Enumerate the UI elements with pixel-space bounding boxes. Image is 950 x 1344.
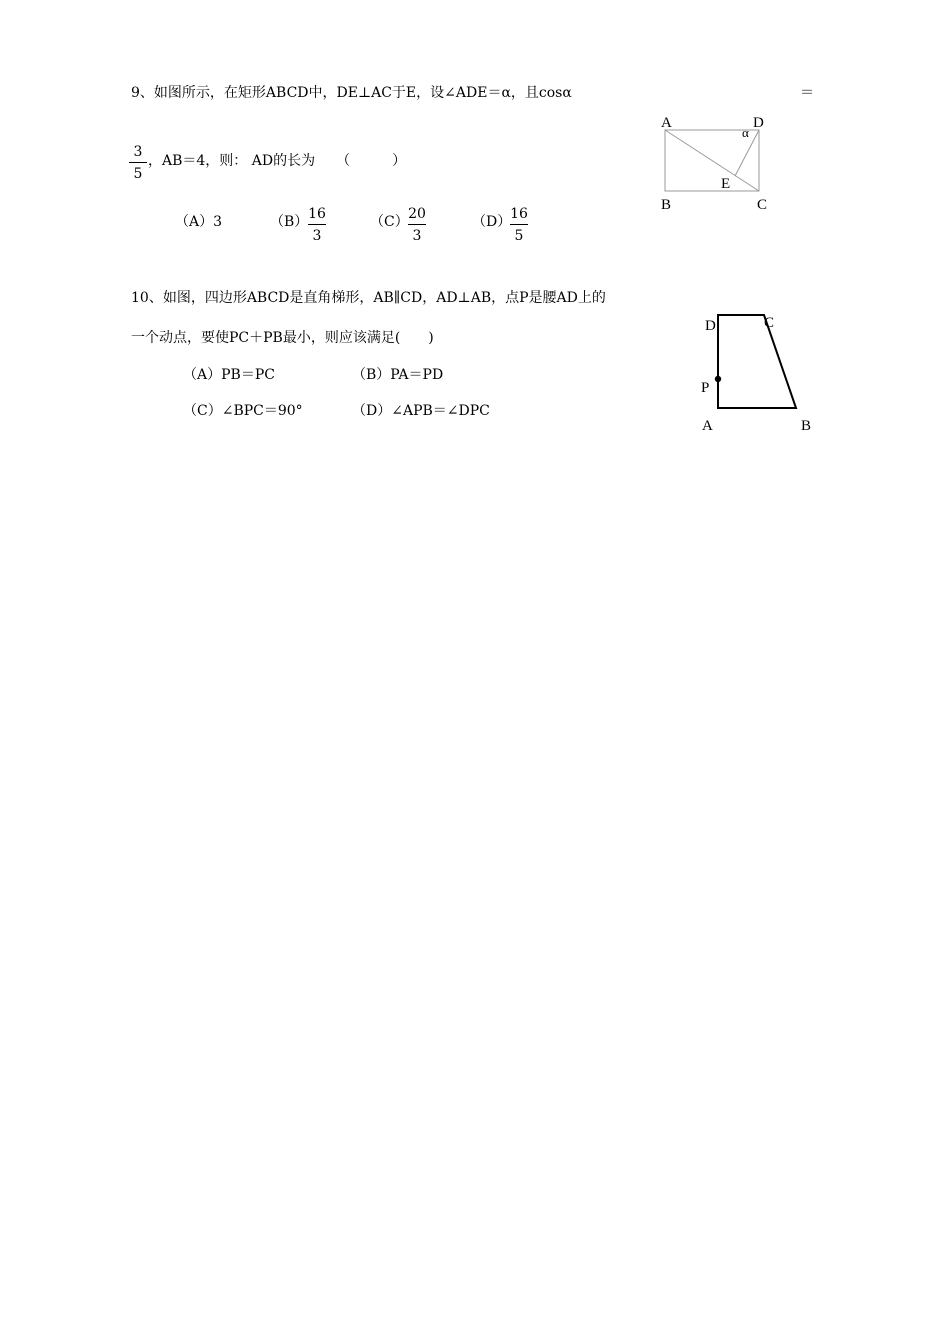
fraction-bar: [308, 224, 326, 225]
q10-option-b: （B）PA＝PD: [352, 367, 444, 383]
fraction-denominator: 3: [412, 228, 422, 244]
q9-stem-line1: 9、如图所示，在矩形ABCD中，DE⊥AC于E，设∠ADE＝α，且cosα: [131, 85, 572, 101]
q10-label-c: C: [764, 315, 775, 331]
q9-option-b-fraction: [306, 205, 328, 245]
q9-label-e: E: [721, 176, 731, 192]
q9-option-b-label: （B）: [270, 214, 309, 230]
q9-label-d: D: [753, 115, 764, 131]
fraction-bar: [129, 162, 147, 163]
fraction-bar: [510, 224, 528, 225]
q10-option-a: （A）PB＝PC: [183, 367, 275, 383]
fraction-bar: [408, 224, 426, 225]
q10-label-p: P: [701, 380, 710, 396]
trapezoid-abcd: [718, 315, 796, 408]
q9-option-c-fraction: [406, 205, 428, 245]
fraction-numerator: 3: [133, 144, 143, 160]
q9-option-a: （A）3: [175, 214, 223, 230]
q9-option-d-label: （D）: [472, 214, 512, 230]
q10-label-a: A: [702, 418, 713, 434]
q10-option-d: （D）∠APB＝∠DPC: [352, 403, 490, 419]
q10-stem-line1: 10、如图，四边形ABCD是直角梯形，AB∥CD，AD⊥AB，点P是腰AD上的: [131, 290, 606, 306]
fraction-numerator: 16: [308, 206, 326, 222]
fraction-denominator: 5: [133, 166, 143, 182]
fraction-denominator: 3: [312, 228, 322, 244]
q10-stem-line2: 一个动点，要使PC＋PB最小，则应该满足( ): [131, 330, 434, 346]
q9-label-a: A: [661, 115, 672, 131]
q9-option-c-label: （C）: [370, 214, 409, 230]
q9-label-c: C: [757, 197, 768, 213]
q9-label-alpha: α: [742, 125, 749, 140]
fraction-numerator: 20: [408, 206, 426, 222]
q9-stem-line2: ，AB＝4，则： AD的长为 （ ）: [148, 153, 407, 169]
point-p: [715, 376, 721, 382]
fraction-denominator: 5: [514, 228, 524, 244]
fraction-numerator: 16: [510, 206, 528, 222]
q10-option-c: （C）∠BPC＝90°: [183, 403, 303, 419]
q10-label-b: B: [801, 418, 812, 434]
q9-option-d-fraction: [508, 205, 530, 245]
q9-cos-fraction: [127, 143, 149, 183]
q9-label-b: B: [661, 197, 672, 213]
q10-label-d: D: [705, 318, 716, 334]
q9-equals-sign: ＝: [800, 85, 814, 101]
q10-trapezoid-figure: [700, 305, 810, 415]
